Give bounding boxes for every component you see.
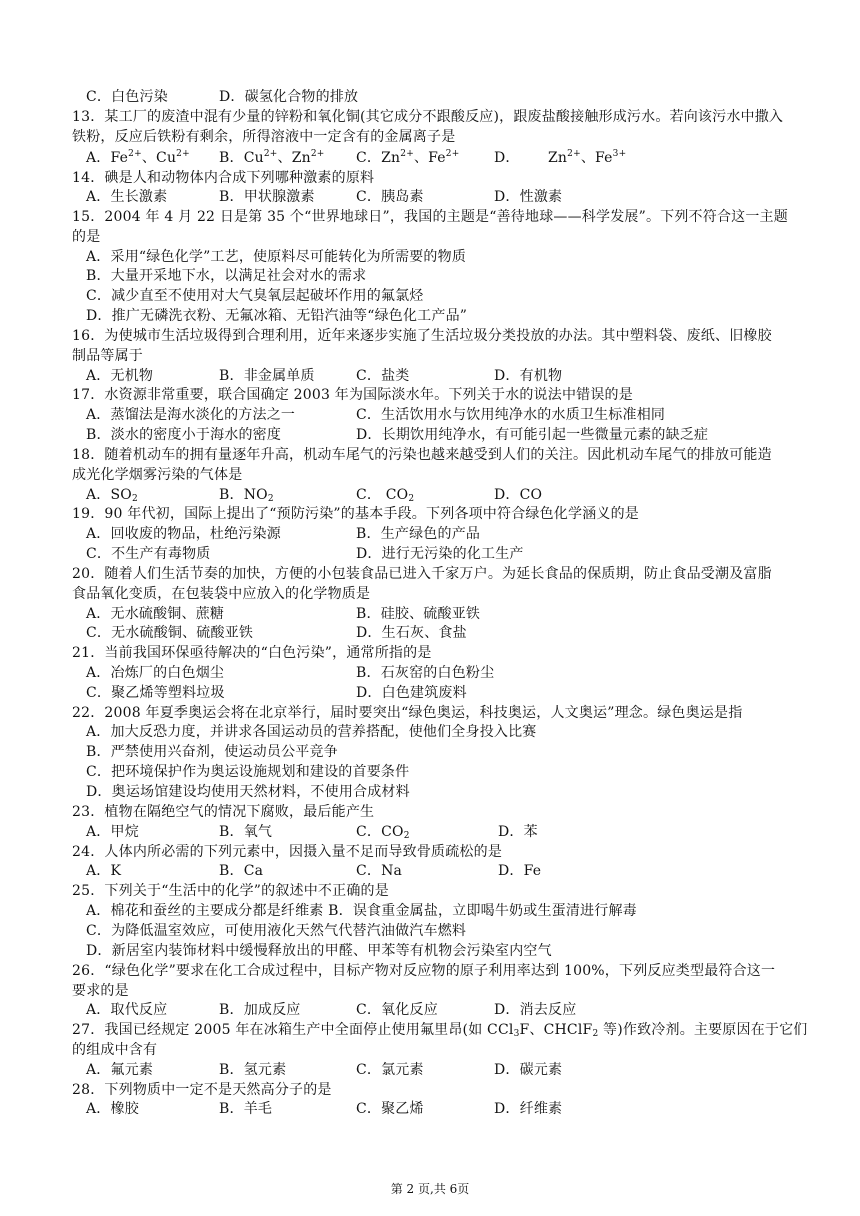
answer-option: B．石灰窑的白色粉尘 bbox=[356, 665, 495, 681]
line-text: 制品等属于 bbox=[72, 348, 143, 364]
answer-option: A．氟元素 bbox=[86, 1062, 154, 1078]
line-text: 26．“绿色化学”要求在化工合成过程中，目标产物对反应物的原子利用率达到 100%，下列反应类型最符合这一 bbox=[72, 963, 776, 979]
answer-option: C．白色污染 bbox=[86, 89, 168, 105]
line-text: 28．下列物质中一定不是天然高分子的是 bbox=[72, 1082, 332, 1098]
answer-option: C．减少直至不使用对大气臭氧层起破坏作用的氟氯烃 bbox=[86, 288, 424, 304]
answer-option: C．为降低温室效应，可使用液化天然气代替汽油做汽车燃料 bbox=[86, 923, 467, 939]
line-text: 食品氧化变质，在包装袋中应放入的化学物质是 bbox=[72, 586, 371, 602]
answer-option: C．$CO_2$ bbox=[356, 824, 410, 841]
answer-option: B．氢元素 bbox=[219, 1062, 287, 1078]
answer-option: D．纤维素 bbox=[494, 1101, 563, 1117]
answer-option: A．$Fe^{2+}$、$Cu^{2+}$ bbox=[86, 149, 190, 166]
answer-option: B．Ca bbox=[219, 863, 264, 879]
answer-option: D．碳氢化合物的排放 bbox=[219, 89, 359, 105]
answer-option: B．加成反应 bbox=[219, 1002, 301, 1018]
line-text: 25．下列关于“生活中的化学”的叙述中不正确的是 bbox=[72, 883, 389, 899]
answer-option: A．橡胶 bbox=[86, 1101, 139, 1117]
answer-option: D．苯 bbox=[498, 824, 538, 840]
answer-option: C．不生产有毒物质 bbox=[86, 546, 211, 562]
answer-option: B．非金属单质 bbox=[219, 368, 315, 384]
answer-option: D．Fe bbox=[498, 863, 542, 879]
line-text: 23．植物在隔绝空气的情况下腐败，最后能产生 bbox=[72, 804, 375, 820]
answer-option: D． bbox=[494, 150, 520, 166]
answer-option: C．聚乙烯等塑料垃圾 bbox=[86, 685, 225, 701]
answer-option: A．蒸馏法是海水淡化的方法之一 bbox=[86, 407, 296, 423]
answer-option: B．生产绿色的产品 bbox=[356, 526, 481, 542]
line-text: 21．当前我国环保亟待解决的“白色污染”，通常所指的是 bbox=[72, 645, 432, 661]
line-text: 铁粉，反应后铁粉有剩余，所得溶液中一定含有的金属离子是 bbox=[72, 129, 456, 145]
answer-option: B．大量开采地下水，以满足社会对水的需求 bbox=[86, 268, 367, 284]
answer-option: C．生活饮用水与饮用纯净水的水质卫生标准相同 bbox=[356, 407, 666, 423]
line-text: 的组成中含有 bbox=[72, 1042, 158, 1058]
answer-option: D．有机物 bbox=[494, 368, 563, 384]
answer-option: C．Na bbox=[356, 863, 403, 879]
line-text: 22．2008 年夏季奥运会将在北京举行，届时要突出“绿色奥运，科技奥运，人文奥运”理念。绿色奥运是指 bbox=[72, 705, 743, 721]
line-text: 的是 bbox=[72, 229, 101, 245]
line-text: 18．随着机动车的拥有量逐年升高，机动车尾气的污染也越来越受到人们的关注。因此机动车尾气的排放可能造 bbox=[72, 447, 772, 463]
answer-option: C．$Zn^{2+}$、$Fe^{2+}$ bbox=[356, 149, 460, 166]
line-text: 14．碘是人和动物体内合成下列哪种激素的原料 bbox=[72, 170, 375, 186]
answer-option: C．盐类 bbox=[356, 368, 410, 384]
answer-option: D．消去反应 bbox=[494, 1002, 577, 1018]
line-text: 20．随着人们生活节奏的加快，方便的小包装食品已进入千家万户。为延长食品的保质期，防止食品受潮及富脂 bbox=[72, 566, 772, 582]
answer-option: A．采用“绿色化学”工艺，使原料尽可能转化为所需要的物质 bbox=[86, 249, 467, 265]
answer-option: C．无水硫酸铜、硫酸亚铁 bbox=[86, 625, 254, 641]
answer-option: A．取代反应 bbox=[86, 1002, 168, 1018]
answer-option: B．羊毛 bbox=[219, 1101, 273, 1117]
answer-option: D．新居室内装饰材料中缓慢释放出的甲醛、甲苯等有机物会污染室内空气 bbox=[86, 943, 552, 959]
answer-option: C．氯元素 bbox=[356, 1062, 424, 1078]
line-text: 19．90 年代初，国际上提出了“预防污染”的基本手段。下列各项中符合绿色化学涵义的是 bbox=[72, 506, 639, 522]
answer-option: D．白色建筑废料 bbox=[356, 685, 467, 701]
answer-option: B．硅胶、硫酸亚铁 bbox=[356, 606, 481, 622]
line-text: 17．水资源非常重要，联合国确定 2003 年为国际淡水年。下列关于水的说法中错误的是 bbox=[72, 387, 633, 403]
answer-option: B．严禁使用兴奋剂，使运动员公平竞争 bbox=[86, 744, 338, 760]
answer-option: A．$SO_2$ bbox=[86, 487, 138, 504]
line-text: 27．我国已经规定 2005 年在冰箱生产中全面停止使用氟里昂(如 CCl$_3$F、CHClF$_2$ 等)作致冷剂。主要原因在于它们 bbox=[72, 1022, 808, 1039]
line-text: 要求的是 bbox=[72, 983, 129, 999]
line-text: 16．为使城市生活垃圾得到合理利用，近年来逐步实施了生活垃圾分类投放的办法。其中塑料袋、废纸、旧橡胶 bbox=[72, 328, 772, 344]
line-text: 成光化学烟雾污染的气体是 bbox=[72, 467, 243, 483]
answer-option: D．奥运场馆建设均使用天然材料，不使用合成材料 bbox=[86, 784, 410, 800]
line-text: 13．某工厂的废渣中混有少量的锌粉和氧化铜(其它成分不跟酸反应)，跟废盐酸接触形成污水。若向该污水中撒入 bbox=[72, 109, 784, 125]
answer-option: B．$NO_2$ bbox=[219, 487, 274, 504]
answer-option: D．推广无磷洗衣粉、无氟冰箱、无铅汽油等“绿色化工产品” bbox=[86, 308, 468, 324]
answer-option: C．氧化反应 bbox=[356, 1002, 438, 1018]
answer-option: D．长期饮用纯净水，有可能引起一些微量元素的缺乏症 bbox=[356, 427, 709, 443]
answer-option: D．生石灰、食盐 bbox=[356, 625, 467, 641]
answer-option: D．进行无污染的化工生产 bbox=[356, 546, 524, 562]
answer-option: B．氧气 bbox=[219, 824, 273, 840]
answer-option: D．碳元素 bbox=[494, 1062, 563, 1078]
answer-option: A．K bbox=[86, 863, 122, 879]
line-text: 24．人体内所必需的下列元素中，因摄入量不足而导致骨质疏松的是 bbox=[72, 844, 503, 860]
answer-option: A．回收废的物品，杜绝污染源 bbox=[86, 526, 281, 542]
answer-option: A．无水硫酸铜、蔗糖 bbox=[86, 606, 225, 622]
answer-option: A．生长激素 bbox=[86, 189, 168, 205]
answer-option: B．$Cu^{2+}$、$Zn^{2+}$ bbox=[219, 149, 325, 166]
answer-option: A．无机物 bbox=[86, 368, 154, 384]
line-text: 15．2004 年 4 月 22 日是第 35 个“世界地球日”，我国的主题是“善待地球——科学发展”。下列不符合这一主题 bbox=[72, 209, 788, 225]
answer-option: C．把环境保护作为奥运设施规划和建设的首要条件 bbox=[86, 764, 410, 780]
answer-option: B．淡水的密度小于海水的密度 bbox=[86, 427, 282, 443]
answer-option: C．胰岛素 bbox=[356, 189, 424, 205]
line-text: $Zn^{2+}$、$Fe^{3+}$ bbox=[548, 149, 627, 166]
answer-option: A．冶炼厂的白色烟尘 bbox=[86, 665, 225, 681]
answer-option: D．性激素 bbox=[494, 189, 563, 205]
answer-option: A．甲烷 bbox=[86, 824, 139, 840]
answer-option: C．聚乙烯 bbox=[356, 1101, 424, 1117]
answer-option: A．棉花和蚕丝的主要成分都是纤维素 B．误食重金属盐，立即喝牛奶或生蛋清进行解毒 bbox=[86, 903, 637, 919]
answer-option: D．CO bbox=[494, 487, 543, 503]
answer-option: B．甲状腺激素 bbox=[219, 189, 315, 205]
page-footer: 第 2 页,共 6页 bbox=[390, 1182, 470, 1196]
answer-option: A．加大反恐力度，并讲求各国运动员的营养搭配，使他们全身投入比赛 bbox=[86, 724, 537, 740]
answer-option: C． $CO_2$ bbox=[356, 487, 415, 504]
